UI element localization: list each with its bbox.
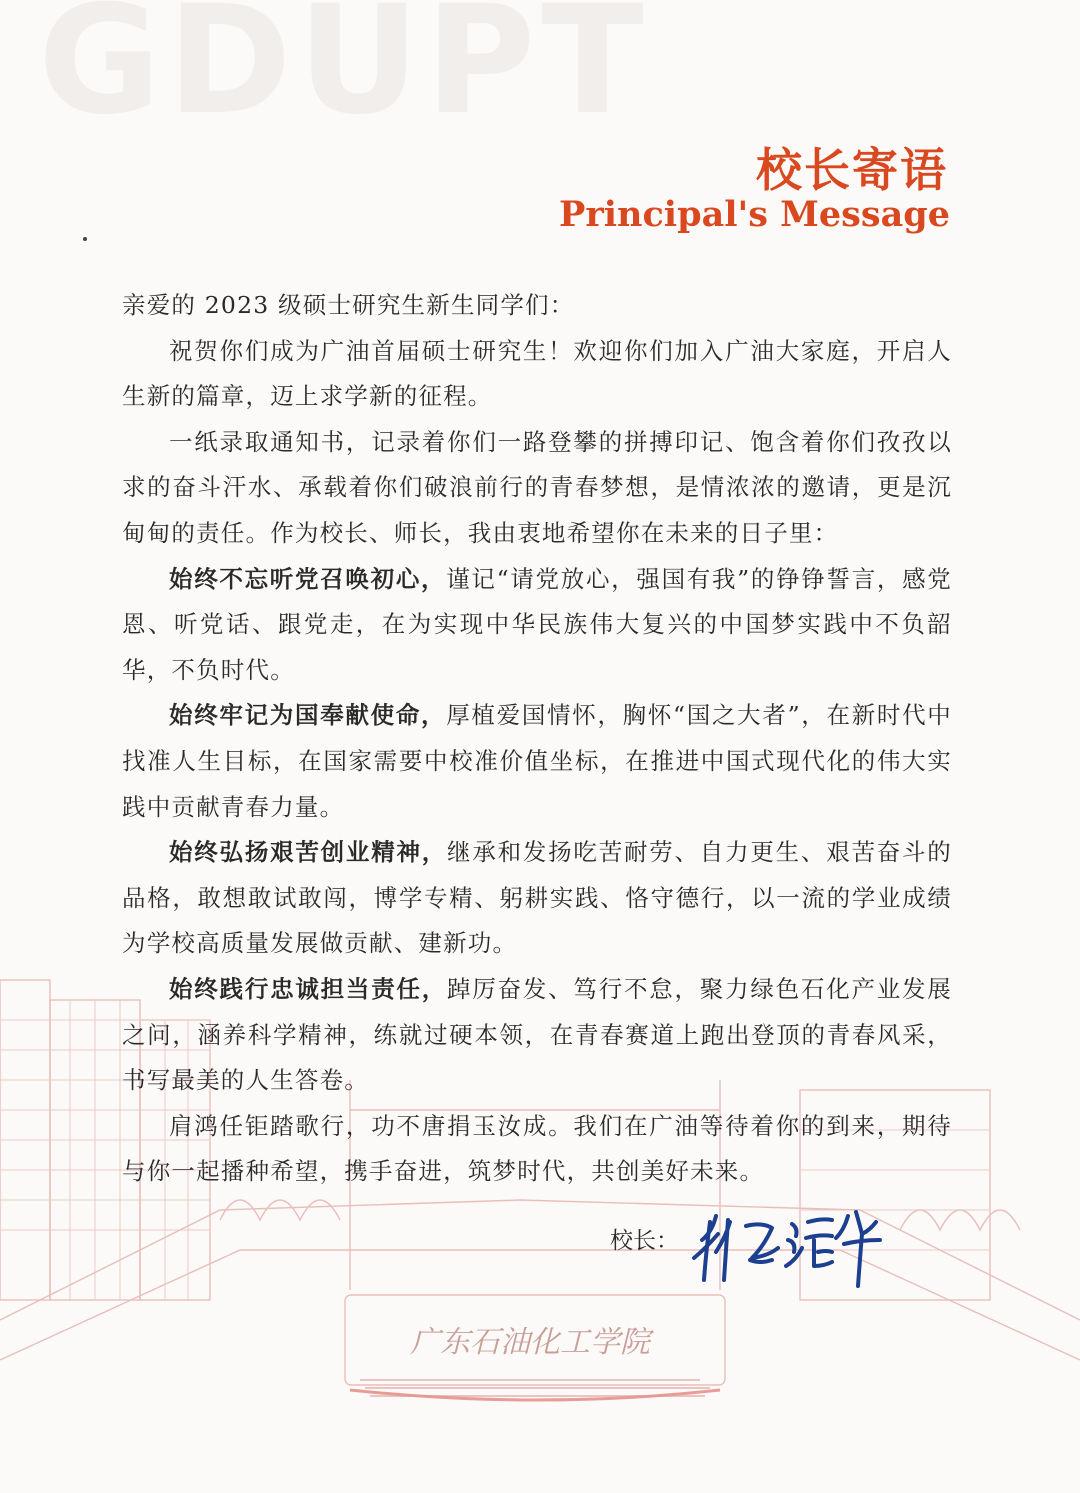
- page-title-en: Principal's Message: [559, 194, 950, 235]
- signature-label: 校长：: [610, 1228, 679, 1254]
- paragraph-closing: 肩鸿任钜踏歌行，功不唐捐玉汝成。我们在广油等待着你的到来，期待与你一起播种希望，携手奋进，筑梦时代，共创美好未来。: [122, 1111, 952, 1186]
- handwritten-signature: [688, 1200, 888, 1290]
- speck-mark: [83, 237, 87, 241]
- paragraph-party: [122, 557, 952, 694]
- letter-body: [122, 283, 952, 1195]
- paragraph-mission: [122, 693, 952, 830]
- paragraph-responsibility: [122, 967, 952, 1104]
- paragraph-congrats: 祝贺你们成为广油首届硕士研究生！欢迎你们加入广油大家庭，开启人生新的篇章，迈上求学新的征程。: [122, 336, 952, 411]
- paragraph-admission: 一纸录取通知书，记录着你们一路登攀的拼搏印记、饱含着你们孜孜以求的奋斗汗水、承载着你们破浪前行的青春梦想，是情浓浓的邀请，更是沉甸甸的责任。作为校长、师长，我由衷地希望你在未来的日子里：: [122, 427, 952, 547]
- signature-name: 林清华: [688, 1200, 691, 1201]
- campus-stone-text: 广东石油化工学院: [410, 1325, 650, 1360]
- paragraph-responsibility-text: 踔厉奋发、笃行不怠，聚力绿色石化产业发展之问，涵养科学精神，练就过硬本领，在青春赛道上跑出登顶的青春风采，书写最美的人生答卷。: [122, 974, 953, 1095]
- paragraph-spirit: [122, 830, 952, 967]
- paragraph-party-text: 谨记“请党放心，强国有我”的铮铮誓言，感党恩、听党话、跟党走，在为实现中华民族伟大复兴的中国梦实践中不负韶华，不负时代。: [122, 564, 953, 684]
- paragraph-mission-text: 厚植爱国情怀，胸怀“国之大者”，在新时代中找准人生目标，在国家需要中校准价值坐标，在推进中国式现代化的伟大实践中贡献青春力量。: [122, 701, 953, 821]
- paragraph-spirit-lead: 始终弘扬艰苦创业精神，: [169, 838, 448, 867]
- page-title-cn: 校长寄语: [756, 143, 948, 197]
- paragraph-spirit-text: 继承和发扬吃苦耐劳、自力更生、艰苦奋斗的品格，敢想敢试敢闯，博学专精、躬耕实践、恪守德行，以一流的学业成绩为学校高质量发展做贡献、建新功。: [122, 838, 953, 958]
- gdupt-watermark: GDUPT: [38, 0, 650, 148]
- paragraph-mission-lead: 始终牢记为国奉献使命，: [169, 701, 447, 730]
- paragraph-responsibility-lead: 始终践行忠诚担当责任，: [169, 974, 448, 1003]
- paragraph-party-lead: 始终不忘听党召唤初心，: [169, 564, 447, 593]
- salutation: 亲爱的 2023 级硕士研究生新生同学们：: [122, 291, 575, 319]
